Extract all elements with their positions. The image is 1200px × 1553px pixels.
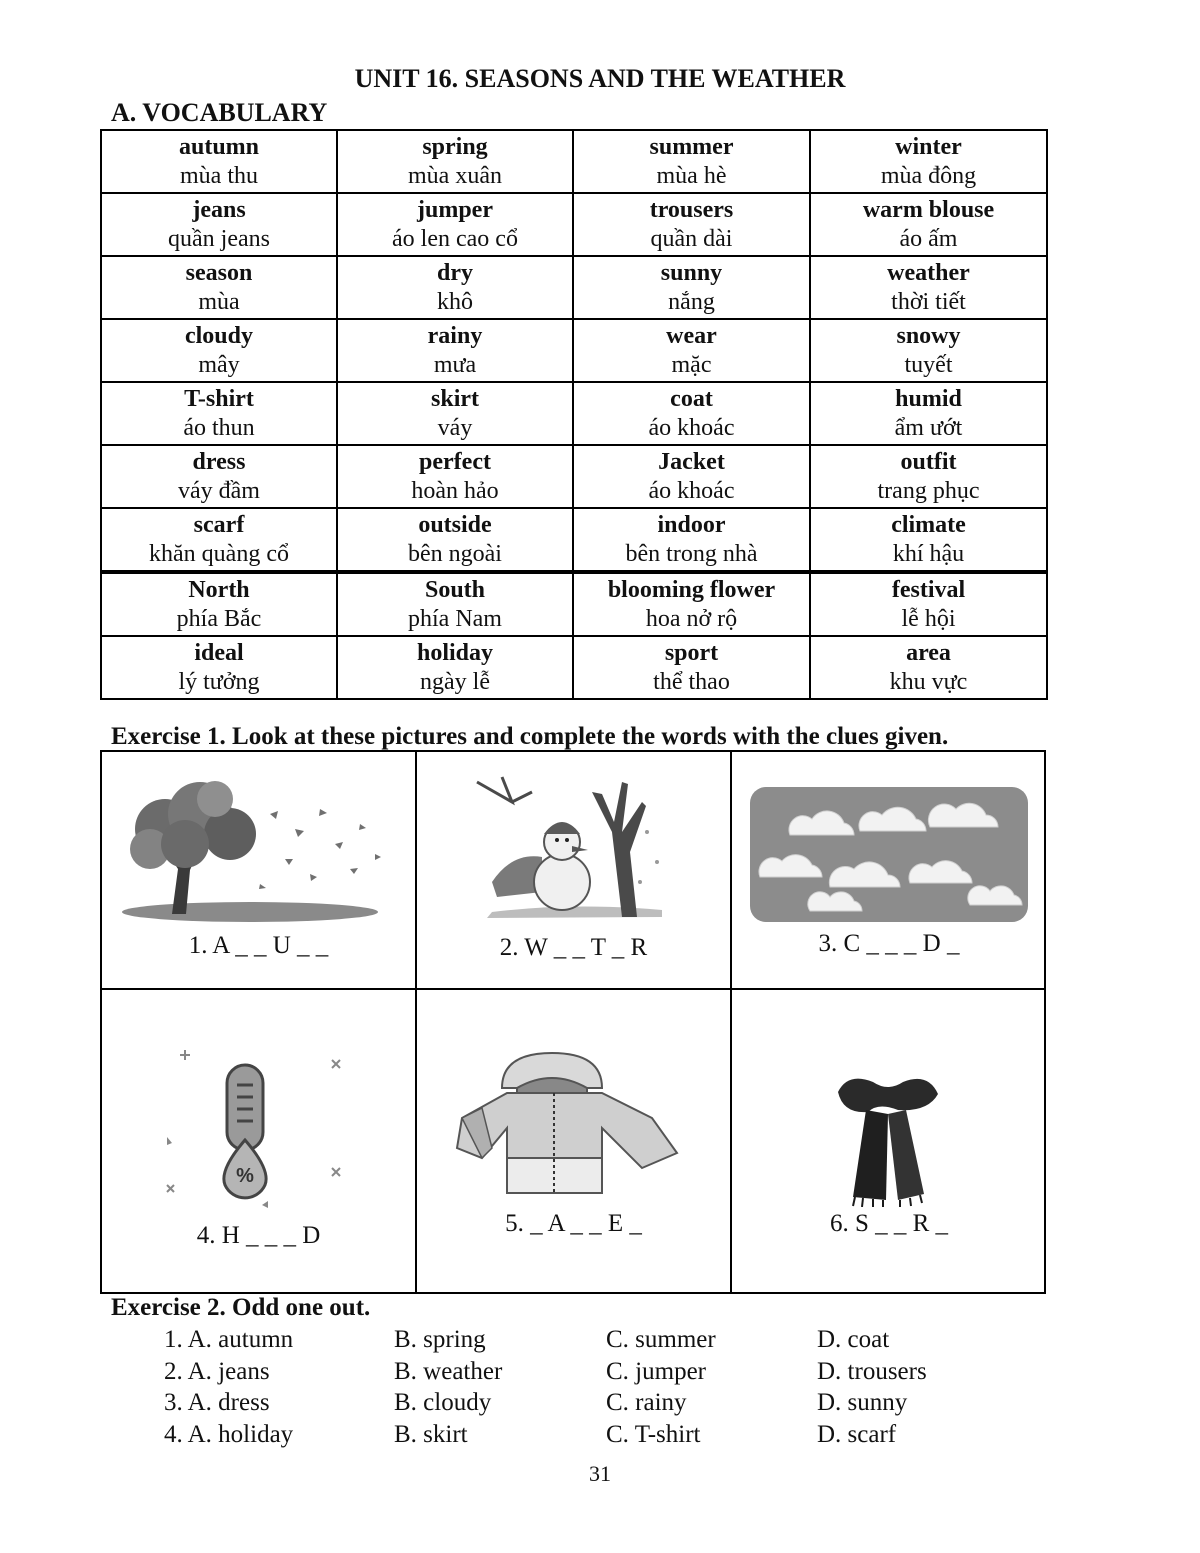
vocab-word: cloudy — [184, 322, 253, 349]
picture-cell-4 — [102, 990, 415, 1294]
vocab-word: Jacket — [658, 448, 725, 475]
vocab-meaning: ẩm ướt — [894, 414, 963, 441]
vocab-cell — [337, 130, 573, 193]
vocab-meaning: mùa — [198, 288, 240, 315]
vocab-word: snowy — [896, 322, 961, 349]
vocab-cell — [337, 636, 573, 699]
vocab-cell — [101, 256, 337, 319]
vocab-meaning: váy đầm — [178, 477, 260, 504]
vocab-word: outside — [418, 511, 492, 538]
option-c: C. T-shirt — [606, 1420, 701, 1448]
table-row — [101, 130, 1047, 193]
clue-caption: 5. _ A _ _ E _ — [505, 1210, 642, 1237]
vocab-meaning: bên trong nhà — [625, 540, 758, 567]
option-d: D. trousers — [817, 1357, 927, 1385]
vocab-meaning: mùa hè — [656, 162, 727, 189]
vocab-cell — [810, 636, 1047, 699]
odd-one-out-list — [164, 1326, 1064, 1452]
option-a: 4. A. holiday — [164, 1420, 294, 1448]
vocab-meaning: khu vực — [889, 668, 968, 695]
vocab-word: weather — [887, 259, 970, 286]
clue-caption: 4. H _ _ _ D — [196, 1222, 321, 1249]
vocab-word: outfit — [900, 448, 957, 475]
scarf-icon — [828, 1072, 948, 1207]
vocab-word: wear — [666, 322, 717, 349]
vocab-meaning: tuyết — [904, 351, 953, 378]
option-d: D. coat — [817, 1326, 890, 1353]
option-a: 3. A. dress — [164, 1389, 270, 1416]
vocab-meaning: mùa xuân — [408, 162, 502, 189]
table-row — [101, 256, 1047, 319]
vocab-word: skirt — [431, 385, 479, 412]
exercise-1-title: Exercise 1. Look at these pictures and complete the words with the clues given. — [111, 723, 949, 750]
vocab-cell — [810, 193, 1047, 256]
svg-text:%: % — [236, 1165, 254, 1187]
vocab-meaning: áo khoác — [648, 477, 735, 504]
table-row — [101, 445, 1047, 508]
vocab-word: South — [424, 576, 486, 603]
table-row — [101, 636, 1047, 699]
vocab-meaning: khô — [437, 288, 473, 315]
vocab-meaning: lý tưởng — [178, 668, 260, 695]
picture-cell-2 — [417, 752, 730, 988]
list-item — [164, 1389, 1064, 1421]
vocab-cell — [101, 382, 337, 445]
option-d: D. scarf — [817, 1420, 897, 1448]
page-number: 31 — [589, 1461, 611, 1486]
vocab-word: dress — [192, 448, 246, 475]
clue-caption: 6. S _ _ R _ — [829, 1210, 949, 1237]
table-row — [101, 508, 1047, 572]
option-d: D. sunny — [817, 1389, 908, 1416]
vocab-cell — [573, 319, 810, 382]
vocab-cell — [810, 508, 1047, 572]
vocab-word: rainy — [427, 322, 483, 349]
autumn-tree-icon — [120, 774, 390, 924]
clue-caption: 3. C _ _ _ D _ — [818, 930, 960, 957]
vocab-meaning: khăn quàng cổ — [149, 540, 289, 567]
vocab-word: ideal — [194, 639, 244, 666]
vocab-word: holiday — [416, 639, 494, 666]
vocab-meaning: trang phục — [877, 477, 980, 504]
vocab-meaning: áo khoác — [648, 414, 735, 441]
clue-caption: 1. A _ _ U _ _ — [188, 932, 329, 959]
vocab-meaning: phía Bắc — [176, 605, 262, 632]
picture-cell-3 — [732, 752, 1046, 988]
vocab-cell — [573, 508, 810, 572]
vocab-cell — [810, 130, 1047, 193]
vocab-word: trousers — [649, 196, 734, 223]
vocab-word: blooming flower — [607, 576, 776, 603]
picture-cell-6 — [732, 990, 1046, 1294]
table-row — [101, 572, 1047, 636]
vocab-cell — [101, 130, 337, 193]
vocab-word: warm blouse — [862, 196, 995, 223]
vocab-meaning: áo thun — [183, 414, 255, 441]
vocab-meaning: ngày lễ — [420, 668, 490, 695]
vocab-word: coat — [670, 385, 713, 412]
vocab-cell — [810, 382, 1047, 445]
vocab-word: summer — [649, 133, 734, 160]
vocab-cell — [573, 193, 810, 256]
picture-cell-5 — [417, 990, 730, 1294]
vocab-word: North — [188, 576, 250, 603]
vocab-cell — [810, 445, 1047, 508]
vocab-cell — [337, 508, 573, 572]
vocab-word: sunny — [660, 259, 723, 286]
vocab-meaning: áo ấm — [899, 225, 958, 252]
vocab-cell — [573, 256, 810, 319]
vocab-word: season — [185, 259, 253, 286]
clouds-icon — [750, 787, 1028, 922]
option-c: C. summer — [606, 1326, 716, 1353]
option-c: C. rainy — [606, 1389, 687, 1416]
vocabulary-table — [100, 129, 1048, 700]
jacket-icon — [452, 1048, 692, 1198]
vocab-meaning: khí hậu — [892, 540, 965, 567]
vocab-cell — [573, 572, 810, 636]
vocab-meaning: mùa thu — [180, 162, 258, 189]
section-heading-vocabulary: A. VOCABULARY — [111, 98, 328, 127]
vocab-word: dry — [437, 259, 473, 286]
vocab-meaning: bên ngoài — [408, 540, 502, 567]
page-title: UNIT 16. SEASONS AND THE WEATHER — [354, 64, 846, 93]
vocab-word: climate — [891, 511, 966, 538]
table-row — [101, 193, 1047, 256]
vocab-meaning: phía Nam — [408, 605, 502, 632]
vocab-cell — [337, 572, 573, 636]
vocab-cell — [810, 256, 1047, 319]
vocab-meaning: quần dài — [650, 225, 733, 252]
vocab-meaning: mùa đông — [880, 162, 977, 189]
vocab-word: perfect — [419, 448, 491, 475]
table-row — [101, 319, 1047, 382]
option-b: B. skirt — [394, 1420, 468, 1448]
vocab-meaning: mây — [198, 351, 240, 378]
vocab-word: jeans — [192, 196, 246, 223]
vocab-cell — [810, 319, 1047, 382]
vocab-cell — [101, 193, 337, 256]
vocab-word: winter — [895, 133, 962, 160]
vocab-cell — [810, 572, 1047, 636]
vocab-word: festival — [891, 576, 966, 603]
snowman-icon — [472, 772, 672, 922]
option-c: C. jumper — [606, 1357, 706, 1385]
vocab-cell — [101, 508, 337, 572]
vocab-cell — [337, 319, 573, 382]
exercise-1-picture-grid — [100, 750, 1046, 1294]
vocab-cell — [101, 319, 337, 382]
vocab-word: scarf — [193, 511, 245, 538]
vocab-cell — [101, 636, 337, 699]
vocab-meaning: mưa — [433, 351, 477, 378]
vocab-cell — [573, 382, 810, 445]
list-item — [164, 1326, 1064, 1358]
list-item — [164, 1358, 1064, 1390]
vocab-meaning: hoa nở rộ — [645, 605, 738, 632]
vocab-meaning: váy — [437, 414, 473, 441]
vocab-cell — [573, 636, 810, 699]
option-a: 2. A. jeans — [164, 1357, 270, 1385]
picture-cell-1 — [102, 752, 415, 988]
vocab-word: T-shirt — [184, 385, 254, 412]
thermometer-humidity-icon — [157, 1045, 357, 1215]
vocab-meaning: thể thao — [653, 668, 730, 695]
vocab-word: sport — [664, 639, 719, 666]
vocab-cell — [337, 445, 573, 508]
vocab-word: spring — [422, 133, 488, 160]
vocab-meaning: hoàn hảo — [411, 477, 499, 504]
vocab-meaning: thời tiết — [891, 288, 966, 315]
table-row — [101, 382, 1047, 445]
vocab-cell — [573, 445, 810, 508]
vocab-meaning: quần jeans — [168, 225, 270, 252]
vocab-cell — [337, 256, 573, 319]
vocab-meaning: mặc — [671, 351, 712, 378]
vocab-word: humid — [895, 385, 962, 412]
exercise-2-title: Exercise 2. Odd one out. — [111, 1294, 371, 1321]
vocab-meaning: áo len cao cổ — [392, 225, 518, 252]
option-b: B. spring — [394, 1326, 486, 1353]
option-b: B. weather — [394, 1357, 503, 1385]
vocab-cell — [101, 445, 337, 508]
list-item — [164, 1421, 1064, 1453]
vocab-cell — [101, 572, 337, 636]
clue-caption: 2. W _ _ T _ R — [499, 934, 648, 961]
vocab-meaning: lễ hội — [901, 605, 956, 632]
option-a: 1. A. autumn — [164, 1326, 294, 1353]
vocab-word: area — [906, 639, 951, 666]
vocab-cell — [573, 130, 810, 193]
vocab-word: autumn — [178, 133, 260, 160]
vocab-cell — [337, 193, 573, 256]
vocab-cell — [337, 382, 573, 445]
option-b: B. cloudy — [394, 1389, 492, 1416]
vocab-word: jumper — [417, 196, 493, 223]
vocab-word: indoor — [657, 511, 726, 538]
vocab-meaning: nắng — [668, 288, 715, 315]
